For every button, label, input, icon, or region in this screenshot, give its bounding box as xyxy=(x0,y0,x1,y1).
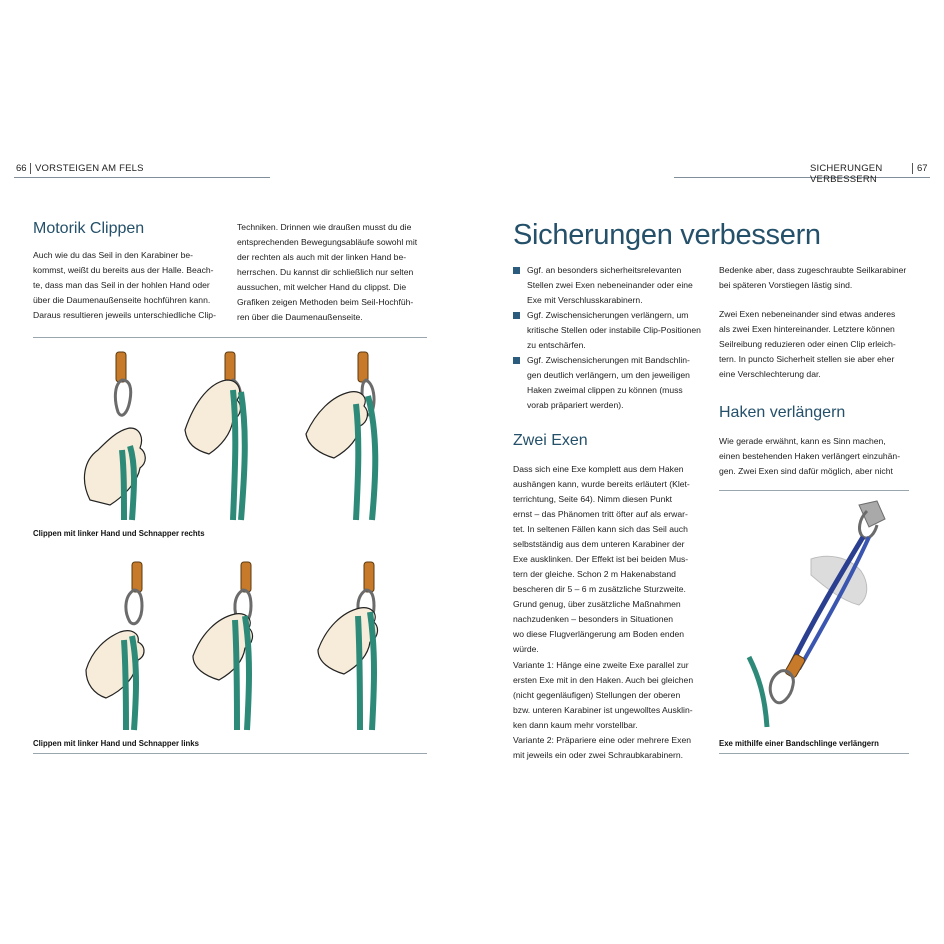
text-line: Grund genug, über zusätzliche Maßnahmen xyxy=(513,599,681,609)
running-head-right: SICHERUNGEN VERBESSERN xyxy=(810,163,883,185)
text-line: Ggf. an besonders sicherheitsrelevanten xyxy=(527,265,682,275)
text-line: Auch wie du das Seil in den Karabiner be- xyxy=(33,250,194,260)
bullet-square-icon xyxy=(513,357,520,364)
section-heading-zwei-exen: Zwei Exen xyxy=(513,432,588,449)
illustration-clip-2a xyxy=(80,560,180,730)
text-line: Seilreibung reduzieren oder einen Clip erleich- xyxy=(719,339,896,349)
caption-photo: Exe mithilfe einer Bandschlinge verlängern xyxy=(719,739,879,748)
page-number-left: 66 xyxy=(16,163,27,174)
text-line: nachzudenken – besonders in Situationen xyxy=(513,614,674,624)
text-line: zu entschärfen. xyxy=(527,340,586,350)
photo-extended-quickdraw xyxy=(719,497,909,727)
text-line: über die Daumenaußenseite hochführen kann. xyxy=(33,295,211,305)
text-line: eine Verschlechterung dar. xyxy=(719,369,821,379)
text-line: herrschen. Du kannst dir schließlich nur selten xyxy=(237,267,414,277)
bullet-square-icon xyxy=(513,312,520,319)
running-head-left: VORSTEIGEN AM FELS xyxy=(35,163,144,174)
caption-illustrations-top: Clippen mit linker Hand und Schnapper rechts xyxy=(33,529,205,538)
caption-illustrations-bottom: Clippen mit linker Hand und Schnapper links xyxy=(33,739,199,748)
page-title-sicherungen-verbessern: Sicherungen verbessern xyxy=(513,219,821,251)
text-line: (nicht gegenläufigen) Stellungen der oberen xyxy=(513,690,681,700)
illustration-clip-1c xyxy=(298,350,408,520)
text-line: tern der gleiche. Schon 2 m Hakenabstand xyxy=(513,569,676,579)
left-intro-column-1 xyxy=(33,248,233,323)
text-line: Ggf. Zwischensicherungen mit Bandschlin- xyxy=(527,355,690,365)
text-line: vorab präpariert werden). xyxy=(527,400,624,410)
list-item xyxy=(513,263,719,308)
text-line: Grafiken zeigen Methoden beim Seil-Hochfüh- xyxy=(237,297,414,307)
list-item xyxy=(513,353,719,413)
list-item xyxy=(513,308,719,353)
illustration-clip-1b xyxy=(175,350,275,520)
text-line: tern. In puncto Sicherheit stellen sie aber eher xyxy=(719,354,895,364)
text-line: selbstständig aus dem unteren Karabiner der xyxy=(513,539,685,549)
text-line: Stellen zwei Exen nebeneinander oder eine xyxy=(527,280,693,290)
rule-above-illustrations xyxy=(33,337,427,338)
text-line: Zwei Exen nebeneinander sind etwas anderes xyxy=(719,309,896,319)
text-line: Ggf. Zwischensicherungen verlängern, um xyxy=(527,310,689,320)
text-line: Techniken. Drinnen wie draußen musst du die xyxy=(237,222,412,232)
text-line: Daraus resultieren jeweils unterschiedliche Clip- xyxy=(33,310,216,320)
right-column-paragraph-b xyxy=(719,307,919,382)
illustration-clip-2b xyxy=(185,560,285,730)
text-line: Haken zweimal clippen zu können (muss xyxy=(527,385,683,395)
text-line: Exe ausklinken. Der Effekt ist bei beiden Mus- xyxy=(513,554,689,564)
text-line: gen. Zwei Exen sind dafür möglich, aber nicht xyxy=(719,466,893,476)
text-line: bescheren dir 5 – 6 m zusätzliche Sturzweite. xyxy=(513,584,686,594)
variante-paragraph xyxy=(513,658,717,763)
header-separator-left xyxy=(30,163,31,174)
text-line: bzw. unteren Karabiner ist ungewolltes Ausklin- xyxy=(513,705,693,715)
text-line: Wie gerade erwähnt, kann es Sinn machen, xyxy=(719,436,886,446)
bullet-list xyxy=(513,263,719,413)
text-line: der rechten als auch mit der linken Hand be- xyxy=(237,252,407,262)
illustration-clip-1a xyxy=(70,350,160,520)
page-number-right: 67 xyxy=(917,163,928,174)
text-line: terrichtung, Seite 64). Nimm diesen Punkt xyxy=(513,494,673,504)
right-column-paragraph-a xyxy=(719,263,919,293)
zwei-exen-paragraph xyxy=(513,462,717,657)
text-line: Variante 2: Präpariere eine oder mehrere Exen xyxy=(513,735,692,745)
bullet-square-icon xyxy=(513,267,520,274)
header-separator-right xyxy=(912,163,913,174)
text-line: kommst, weißt du bereits aus der Halle. Beach- xyxy=(33,265,214,275)
section-heading-haken-verlaengern: Haken verlängern xyxy=(719,404,846,421)
text-line: Variante 1: Hänge eine zweite Exe parallel zur xyxy=(513,660,689,670)
text-line: als zwei Exen hintereinander. Letztere können xyxy=(719,324,895,334)
haken-paragraph xyxy=(719,434,919,479)
rule-below-illustrations xyxy=(33,753,427,754)
text-line: Bedenke aber, dass zugeschraubte Seilkarabiner xyxy=(719,265,907,275)
text-line: tet. In seltenen Fällen kann sich das Seil auch xyxy=(513,524,688,534)
text-line: ernst – das Phänomen tritt öfter auf als erwar- xyxy=(513,509,688,519)
text-line: mit jeweils ein oder zwei Schraubkarabinern. xyxy=(513,750,684,760)
text-line: kritische Stellen oder instabile Clip-Positionen xyxy=(527,325,701,335)
rule-above-photo xyxy=(719,490,909,491)
rule-below-photo xyxy=(719,753,909,754)
text-line: einen bestehenden Haken verlängert einzuhän- xyxy=(719,451,901,461)
text-line: ken dann kaum mehr vorstellbar. xyxy=(513,720,638,730)
text-line: ren über die Daumenaußenseite. xyxy=(237,312,363,322)
text-line: aussuchen, mit welcher Hand du clippst. Die xyxy=(237,282,407,292)
illustration-clip-2c xyxy=(310,560,410,730)
text-line: Dass sich eine Exe komplett aus dem Haken xyxy=(513,464,684,474)
section-heading-motorik-clippen: Motorik Clippen xyxy=(33,220,145,237)
text-line: würde. xyxy=(513,644,539,654)
text-line: aushängen kann, wurde bereits erläutert (Klet- xyxy=(513,479,690,489)
text-line: entsprechenden Bewegungsabläufe sowohl mit xyxy=(237,237,418,247)
text-line: gen deutlich verlängern, um den jeweiligen xyxy=(527,370,690,380)
text-line: te, dass man das Seil in der hohlen Hand oder xyxy=(33,280,210,290)
left-intro-column-2 xyxy=(237,220,437,325)
header-rule-left xyxy=(14,177,270,178)
text-line: ersten Exe mit in den Haken. Auch bei gleichen xyxy=(513,675,694,685)
text-line: bei späteren Vorstiegen lästig sind. xyxy=(719,280,853,290)
text-line: wo diese Flugverlängerung am Boden enden xyxy=(513,629,685,639)
text-line: Exe mit Verschlusskarabinern. xyxy=(527,295,643,305)
